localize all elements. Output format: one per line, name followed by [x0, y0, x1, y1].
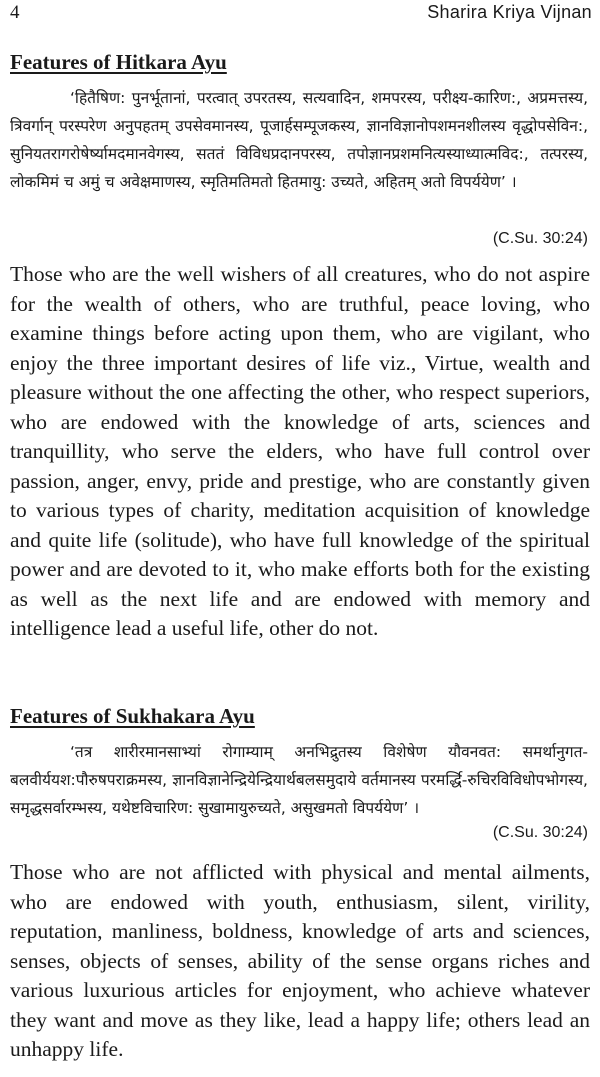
- hitkara-english-text: Those who are the well wishers of all creatures, who do not aspire for the wealth of others, who are truthful, peace loving, who examine things before acting upon them, who are vigilant, who enjoy the three important desires of life viz., Virtue, wealth and pleasure without the one affecting the other, who respect superiors, who are endowed with the knowledge of arts, sciences and tranquillity, who serve the elders, who have full control over passion, anger, envy, pride and prestige, who are constantly given to various types of charity, meditation acquisition of knowledge and quite life (solitude), who have full knowledge of the spiritual power and are devoted to it, who make efforts both for the existing as well as the next life and are endowed with memory and intelligence lead a useful life, other do not.: [10, 262, 590, 640]
- hitkara-heading: Features of Hitkara Ayu: [10, 50, 227, 74]
- sukhakara-english-text: Those who are not afflicted with physical and mental ailments, who are endowed with youth, enthusiasm, silent, virility, reputation, manliness, boldness, knowledge of arts and sciences, senses, objects of senses, ability of the sense organs riches and various luxurious articles for enjoyment, who achieve whatever they want and move as they like, lead a happy life; others lead an unhappy life.: [10, 860, 590, 1061]
- hitkara-citation: (C.Su. 30:24): [492, 230, 588, 247]
- sukhakara-sanskrit-verse: ‘तत्र शारीरमानसाभ्यां रोगाम्याम् अनभिद्रुतस्य विशेषेण यौवनवत: समर्थानुगत-बलवीर्ययश:पौरुषपराक्रमस्य, ज्ञानविज्ञानेन्द्रियेन्द्रियार्थबलसमुदाये वर्तमानस्य परमर्द्धि-रुचिरविविधोपभोगस्य, समृद्धसर्वारम्भस्य, यथेष्टविचारिण: सुखामायुरुच्यते, असुखमतो विपर्ययेण’ ।: [10, 743, 588, 817]
- sukhakara-heading: Features of Sukhakara Ayu: [10, 704, 255, 728]
- sukhakara-citation: (C.Su. 30:24): [492, 824, 588, 841]
- hitkara-sanskrit-verse: ‘हितैषिण: पुनर्भूतानां, परत्वात् उपरतस्य, सत्यवादिन, शमपरस्य, परीक्ष्य-कारिण:, अप्रमत्तस्य, त्रिवर्गान् परस्परेण अनुपहतम् उपसेवमानस्य, पूजार्हसम्पूजकस्य, ज्ञानविज्ञानोपशमनशीलस्य वृद्धोपसेविन:, सुनियतरागरोषेर्ष्यामदमानवेगस्य, सततं विविधप्रदानपरस्य, तपोज्ञानप्रशमनित्यस्याध्यात्मविद:, तत्परस्य, लोकमिमं च अमुं च अवेक्षमाणस्य, स्मृतिमतिमतो हितमायु: उच्यते, अहितम् अतो विपर्ययेण’ ।: [10, 89, 588, 191]
- page-number: 4: [10, 2, 20, 23]
- running-head: Sharira Kriya Vijnan: [427, 2, 592, 22]
